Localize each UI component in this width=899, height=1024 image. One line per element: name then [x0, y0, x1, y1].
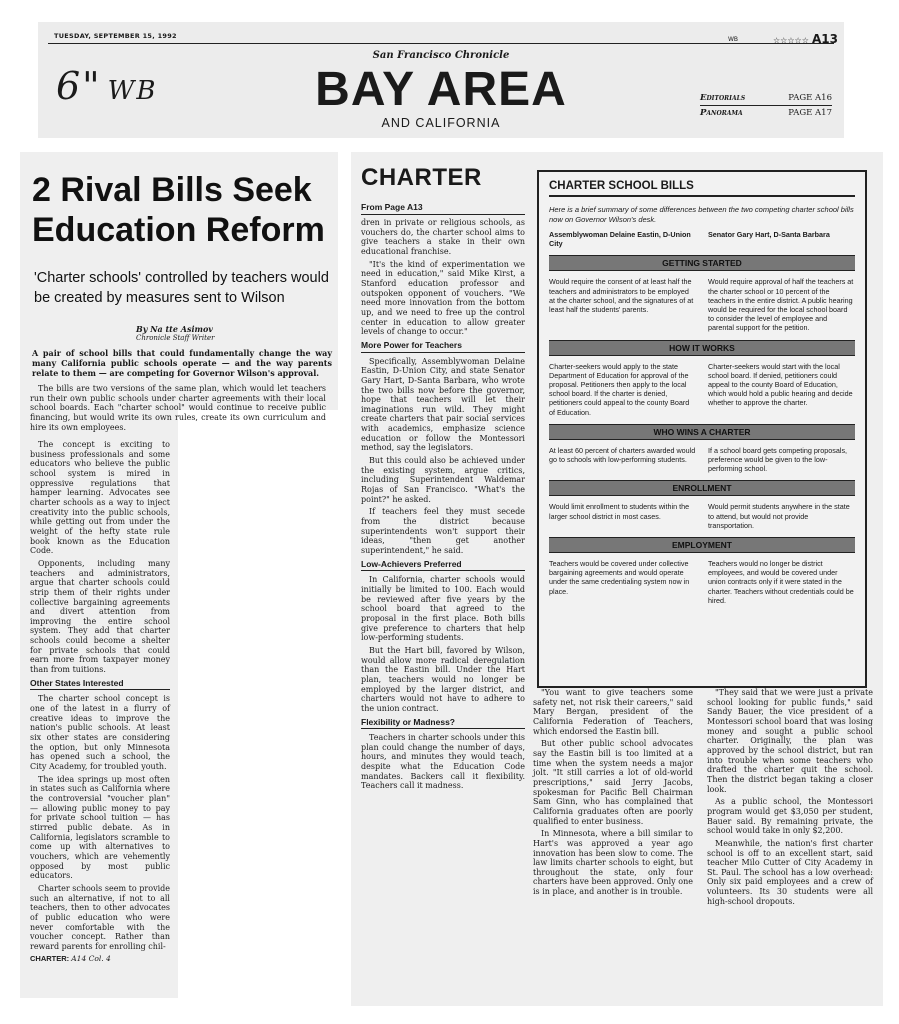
paragraph: Teachers in charter schools under this plan could change the number of days, hours, and minutes they would teach, despite what the Education Code mandates. Backers call it flexibility. Teachers call it madness. [361, 733, 525, 791]
hart-text: Would permit students anywhere in the state to attend, but would not provide transportation. [708, 502, 850, 530]
paragraph: But this could also be achieved under the existing system, argue critics, including Superintendent Waldemar Rojas of San Francisco. "What's the point?" he asked. [361, 456, 525, 504]
continuation-clip [351, 152, 883, 1006]
comparison-row [549, 277, 855, 332]
subhead-more-power: More Power for Teachers [361, 341, 525, 353]
sidebar-title: CHARTER SCHOOL BILLS [549, 180, 855, 197]
section-bar-employment: EMPLOYMENT [549, 537, 855, 553]
paragraph: Opponents, including many teachers and administrators, argue that charter schools could strip them of their rights under collective bargaining agreements and divert attention from improving the entire school system. They add that charter schools could become a shelter for private schools that could earn more from taxpayer money than from tuitions. [30, 558, 170, 675]
paragraph: Specifically, Assemblywoman Delaine Eastin, D-Union City, and state Senator Gary Hart, D-Santa Barbara, who wrote the two bills now before the governor, hope that teachers will let their imaginations run wild. They might create charters that pair social services with academics, emphasize science education or follow the Montessori method, say the legislators. [361, 356, 525, 453]
index-row: Panorama PAGE A17 [700, 108, 832, 118]
index-row: Editorials PAGE A16 [700, 93, 832, 103]
paragraph: In California, charter schools would initially be limited to 100. Each would be reviewed after five years by the school board that agreed to the proposal in the first place. Both bills give preference to charters that help low-performing students. [361, 575, 525, 643]
paragraph: The bills are two versions of the same plan, which would let teachers run their own public schools under charter agreements with their local school boards. Each "charter school" would continue to receive public financing, but would write its own rules, create its own curriculum and hire its own employees. [30, 384, 326, 432]
page-index [700, 92, 832, 119]
paragraph: Meanwhile, the nation's first charter school is off to an excellent start, said teacher Milo Cutter of City Academy in St. Paul. The school has a low overhead: Only six paid employees and a crew of volunteers. Its 30 students were all high-school dropouts. [707, 838, 873, 906]
sponsor-left: Assemblywoman Delaine Eastin, D-Union City [549, 230, 691, 249]
section-subtitle: AND CALIFORNIA [381, 116, 501, 130]
dateline: TUESDAY, SEPTEMBER 15, 1992 [54, 32, 177, 40]
hart-text: Would require approval of half the teachers at the charter school or 10 percent of the teachers in the entire district. A public hearing would be required for the local school board to consider the level of employee and parental support for the petition. [708, 277, 854, 333]
continuation-column-b [533, 688, 693, 900]
article-column [30, 440, 170, 964]
headline: 2 Rival Bills Seek Education Reform [32, 171, 325, 249]
paragraph: If teachers feel they must secede from the district because superintendents won't support their ideas, "then get another superintendent," he said. [361, 507, 525, 555]
paragraph: dren in private or religious schools, as vouchers do, the charter school aims to give teachers a stake in their own educational franchise. [361, 218, 525, 256]
handwritten-note: 6" WB [56, 64, 158, 108]
section-title: BAY AREA [315, 63, 567, 116]
lead-paragraph: A pair of school bills that could fundamentally change the way many California public schools operate — and the way parents relate to them — are competing for Governor Wilson's approval. [32, 348, 332, 378]
eastin-text: Charter-seekers would apply to the state Department of Education for approval of the proposal. Petitioners then apply to the local school board. If the charter is denied, petitioners could appeal to the county Board of Education. [549, 361, 690, 417]
paragraph: "It's the kind of experimentation we need in education," said Mike Kirst, a Stanford education professor and outspoken opponent of vouchers. "We need more innovation from the bottom up, and we need to free up the control center in education to allow greater levels of change to occur." [361, 259, 525, 337]
jump-line: CHARTER: A14 Col. 4 [30, 954, 111, 964]
section-bar-getting-started: GETTING STARTED [549, 255, 855, 271]
comparison-row [549, 362, 855, 417]
rule [48, 43, 834, 44]
sponsor-right: Senator Gary Hart, D-Santa Barbara [708, 230, 830, 239]
comparison-row [549, 446, 855, 474]
paragraph: "They said that we were just a private school looking for public funds," said Sandy Bauer, the vice president of a Montessori school board that was losing money and sought a public school charter. Originally, the plan was approved by the school district, but ran into trouble when some teachers who drafted the charter quit the school. Then the district began taking a closer look. [707, 688, 873, 794]
wb-tag: WB [728, 36, 739, 43]
hart-text: If a school board gets competing proposals, preference would be given to the low-performing school. [708, 445, 848, 474]
subhead-low-achievers: Low-Achievers Preferred [361, 560, 525, 572]
subhead-other-states: Other States Interested [30, 679, 170, 691]
sponsor-row [549, 230, 855, 248]
page-number: A13 [812, 32, 838, 46]
continuation-column-c [707, 688, 873, 909]
sidebar-intro: Here is a brief summary of some differences between the two competing charter school bills now on Governor Wilson's desk. [549, 205, 854, 224]
paper-name: San Francisco Chronicle [372, 50, 510, 61]
paragraph: But the Hart bill, favored by Wilson, would allow more radical deregulation than the Eastin bill. Under the Hart plan, teachers would no longer be employed by the larger district, and charters would not have to adhere to the union contract. [361, 645, 525, 713]
body-para-2 [30, 384, 326, 435]
paragraph: As a public school, the Montessori program would get $3,050 per student, Bauer said. By remaining private, the school would take in only $2,200. [707, 797, 873, 836]
eastin-text: Teachers would be covered under collective bargaining agreements and would operate under the same credentialing system now in place. [549, 559, 690, 596]
eastin-text: Would limit enrollment to students within the larger school district in most cases. [549, 502, 690, 521]
section-bar-who-wins: WHO WINS A CHARTER [549, 424, 855, 440]
hart-text: Teachers would no longer be district employees, and would be covered under union contracts only if it were stated in the charter. Teachers without credentials could be hired. [708, 559, 854, 605]
from-page-label: From Page A13 [361, 202, 525, 215]
divider [700, 105, 832, 106]
eastin-text: At least 60 percent of charters awarded would go to schools with low-performing students. [549, 445, 696, 465]
paragraph: The concept is exciting to business professionals and some educators who believe the public school system is mired in oppressive regulations that hamper learning. Advocates see charter schools as a way to inject creativity into the public schools, while getting out from under the weight of the hefty state rule book known as the Education Code. [30, 440, 170, 556]
paragraph: In Minnesota, where a bill similar to Hart's was approved a year ago innovation has been slow to come. The law limits charter schools to eight, but throughout the state, only four charters have been approved. Only one is in place, and another is in trouble. [533, 829, 693, 897]
article-clip-top [20, 152, 338, 410]
section-bar-enrollment: ENROLLMENT [549, 480, 855, 496]
paragraph: Charter schools seem to provide such an alternative, if not to all teachers, then to other advocates of public education who were never comfortable with the voucher concept. Rather than reward parents for enrolling chil- [30, 883, 170, 951]
continuation-column-a [361, 218, 525, 794]
eastin-text: Would require the consent of at least half the teachers and administrators to be employed at the charter school, and the signatures of at least half the students' parents. [549, 277, 694, 315]
paragraph: The charter school concept is one of the latest in a flurry of creative ideas to improve the nation's public schools. At least six other states are considering the option, but only Minnesota has opened such a school, the City Academy, for troubled youth. [30, 694, 170, 771]
section-bar-how-it-works: HOW IT WORKS [549, 340, 855, 356]
charter-bills-sidebar [537, 170, 867, 688]
article-clip-column [20, 384, 326, 998]
byline: By Na tte Asimov [136, 324, 213, 334]
comparison-row [549, 559, 855, 605]
comparison-row [549, 502, 855, 530]
jump-heading: CHARTER [361, 164, 482, 191]
masthead-clip [38, 22, 844, 138]
subhead-flexibility: Flexibility or Madness? [361, 718, 525, 730]
hart-text: Charter-seekers would start with the local school board. If denied, petitioners could appeal to the county Board of Education, which would hold a public hearing and decide whether to approve the charter. [708, 361, 853, 408]
paragraph: "You want to give teachers some safety net, not risk their careers," said Mary Bergan, president of the California Federation of Teachers, which endorsed the Eastin bill. [533, 688, 693, 736]
subheadline: 'Charter schools' controlled by teachers would be created by measures sent to Wilson [34, 270, 329, 306]
paragraph: The idea springs up most often in states such as California where the controversial "voucher plan" — allowing public money to pay for private school tuition — has stirred public debate. As in California, legislators scramble to come up with alternatives to vouchers, which are vehemently opposed by most public educators. [30, 774, 170, 881]
edition-stars: ☆☆☆☆☆ [773, 36, 809, 45]
byline-role: Chronicle Staff Writer [136, 334, 215, 342]
paragraph: But other public school advocates say the Eastin bill is too limited at a time when the system needs a major jolt. "It still carries a lot of old-world prescriptions," said Jerry Jacobs, spokesman for Pacific Bell Chairman Sam Ginn, who has complained that California graduates often are poorly qualified to enter business. [533, 739, 693, 826]
